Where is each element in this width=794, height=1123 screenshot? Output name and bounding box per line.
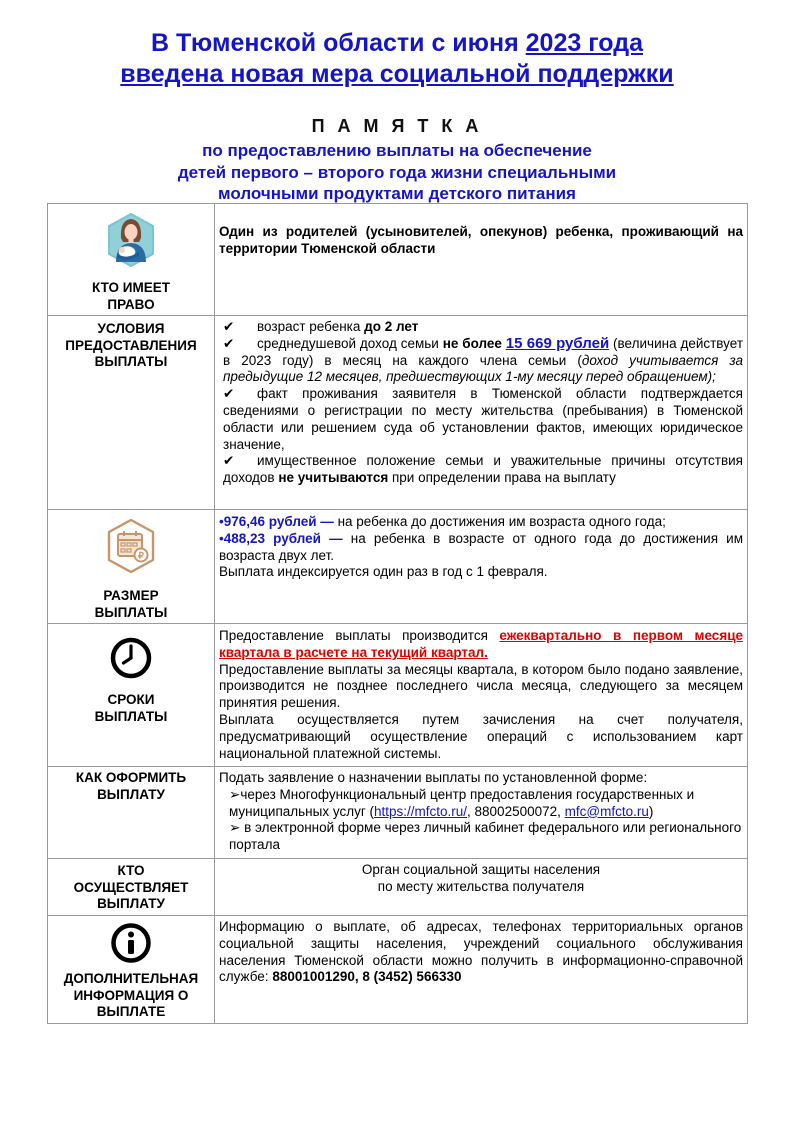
calendar-ruble-icon	[105, 518, 157, 574]
arrow-bullet-icon: ➢	[229, 820, 241, 836]
info-icon	[110, 922, 152, 964]
condition-item-income: ✔ среднедушевой доход семьи не более 15 669 рублей (величина действует в 2023 году) в месяц на каждого члена семьи (доход учитывается за предыдущие 12 месяцев, предшествующих 1-му месяцу перед обращением);	[223, 334, 744, 385]
memo-title: П А М Я Т К А	[311, 116, 483, 136]
mfc-email-link[interactable]: mfc@mfcto.ru	[564, 803, 649, 819]
amount-value-1: 976,46 рублей —	[223, 514, 334, 529]
amount-value-2: 488,23 рублей —	[223, 530, 343, 546]
conditions-list	[215, 316, 748, 510]
arrow-bullet-icon: ➢	[229, 786, 241, 802]
amount-details	[215, 510, 748, 624]
how-intro: Подать заявление о назначении выплаты по установленной форме:	[219, 770, 648, 785]
who-description: Один из родителей (усыновителей, опекунов) ребенка, проживающий на территории Тюменской области	[215, 204, 748, 316]
apply-option-mfc: ➢через Многофункциональный центр предоставления государственных и муниципальных услуг (https://mfcto.ru/, 88002500072, mfc@mfcto.ru)	[229, 786, 695, 819]
info-table	[47, 203, 748, 1024]
condition-item-property: ✔ имущественное положение семьи и уважительные причины отсутствия доходов не учитываются при определении права на выплату	[223, 453, 743, 486]
clock-icon	[109, 636, 153, 680]
checkmark-icon: ✔	[223, 319, 235, 334]
mfc-website-link[interactable]: https://mfcto.ru/	[374, 803, 468, 819]
row-conditions	[48, 316, 748, 510]
how-to-apply-details	[215, 767, 748, 859]
hotline-phones: 88001001290, 8 (3452) 566330	[272, 969, 462, 985]
indexation-note: Выплата индексируется один раз в год с 1 февраля.	[219, 564, 548, 580]
amount-item-under-1: •976,46 рублей — на ребенка до достижения им возраста одного года;	[219, 514, 666, 529]
terms-schedule: Предоставление выплаты производится ежеквартально в первом месяце квартала в расчете на текущий квартал.	[219, 628, 743, 660]
terms-bank-card: Выплата осуществляется путем зачисления на счет получателя, предусматривающий осуществление операций с использованием карт национальной платежной системы.	[219, 711, 743, 761]
label-cell-who: КТО ИМЕЕТ ПРАВО	[48, 204, 215, 316]
row-additional-info	[48, 916, 748, 1024]
headline-year: 2023 года	[525, 29, 644, 57]
memo-subtitle: по предоставлению выплаты на обеспечение детей первого – второго года жизни специальными молочными продуктами детского питания	[177, 141, 617, 203]
terms-details	[215, 624, 748, 767]
mother-with-baby-icon	[103, 212, 159, 268]
row-payer	[48, 859, 748, 916]
label-cell-extra: ДОПОЛНИТЕЛЬНАЯ ИНФОРМАЦИЯ О ВЫПЛАТЕ	[48, 916, 215, 1024]
svg-text:₽: ₽	[138, 550, 144, 561]
condition-item-age: ✔ возраст ребенка до 2 лет	[223, 319, 419, 334]
label-cell-how: КАК ОФОРМИТЬ ВЫПЛАТУ	[48, 767, 215, 859]
label-cell-conditions: УСЛОВИЯ ПРЕДОСТАВЛЕНИЯ ВЫПЛАТЫ	[48, 316, 215, 510]
quarterly-highlight: ежеквартально в первом месяце квартала в расчете на текущий квартал.	[219, 628, 743, 660]
page-headline	[0, 28, 794, 90]
headline-line-1: В Тюменской области с июня 2023 года	[150, 29, 644, 57]
condition-item-residence: ✔ факт проживания заявителя в Тюменской области подтверждается сведениями о регистрации по месту жительства (пребывания) в Тюменской области или решением суда об установлении фактов, имеющих юридическое значение,	[223, 386, 743, 452]
label-cell-amount: ₽ РАЗМЕР ВЫПЛАТЫ	[48, 510, 215, 624]
apply-option-online: ➢ в электронной форме через личный кабинет федерального или регионального портала	[229, 820, 742, 853]
terms-first-quarter: Предоставление выплаты за месяцы квартала, в котором было подано заявление, производится не позднее последнего числа месяца, следующего за месяцем принятия решения.	[219, 661, 743, 711]
row-payment-amount	[48, 510, 748, 624]
additional-info-details: Информацию о выплате, об адресах, телефонах территориальных органов социальной защиты населения, учреждений социального обслуживания населения Тюменской области можно получить в информационно-справочной службе: 88001001290, 8 (3452) 566330	[215, 916, 748, 1024]
row-who-is-eligible	[48, 204, 748, 316]
headline-line-2: введена новая мера социальной поддержки	[120, 60, 674, 88]
checkmark-icon: ✔	[223, 335, 235, 351]
amount-item-1-to-2: •488,23 рублей — на ребенка в возрасте от одного года до достижения им возраста двух лет.	[219, 530, 744, 563]
row-how-to-apply	[48, 767, 748, 859]
income-limit-amount: 15 669 рублей	[505, 334, 610, 352]
checkmark-icon: ✔	[223, 386, 235, 402]
checkmark-icon: ✔	[223, 453, 235, 469]
payer-details: Орган социальной защиты населения по месту жительства получателя	[215, 859, 748, 916]
label-cell-terms: СРОКИ ВЫПЛАТЫ	[48, 624, 215, 767]
label-cell-payer: КТО ОСУЩЕСТВЛЯЕТ ВЫПЛАТУ	[48, 859, 215, 916]
row-payment-terms	[48, 624, 748, 767]
